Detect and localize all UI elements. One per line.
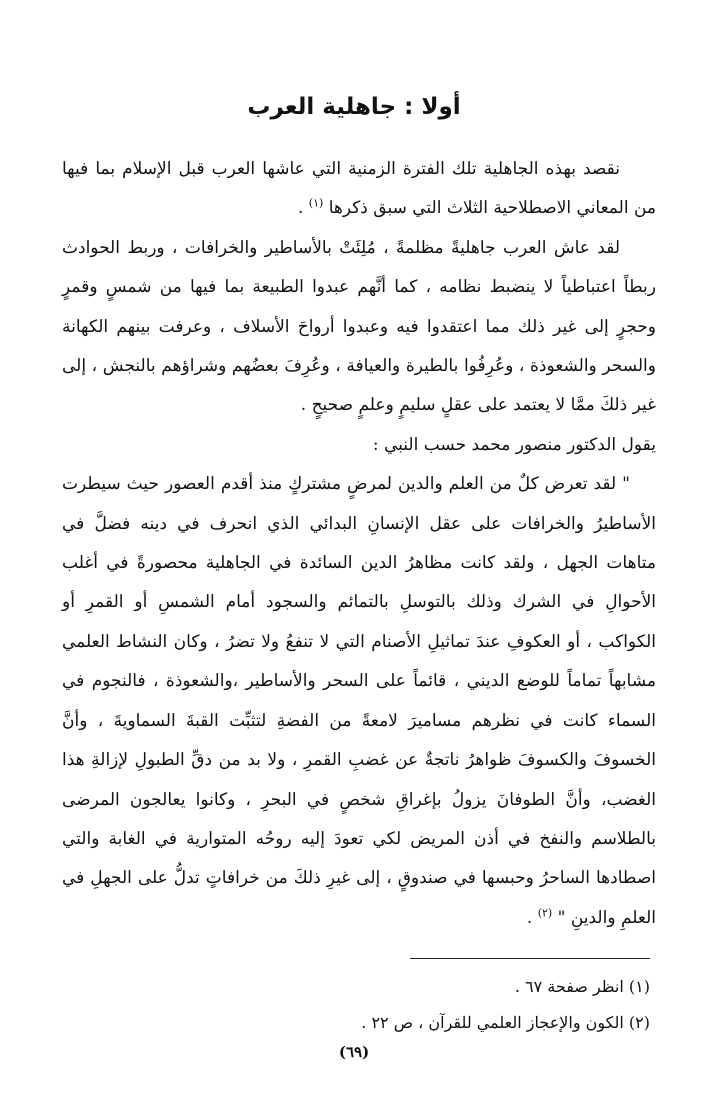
footnote-ref-2: (٢) (537, 906, 553, 920)
section-title: أولا : جاهلية العرب (247, 94, 461, 120)
page-number: (٦٩) (338, 1043, 370, 1061)
footnote-divider (410, 958, 650, 959)
intro-paragraph-end: . (297, 198, 304, 219)
quote-text: " لقد تعرض كلٌ من العلم والدين لمرضٍ مشتركٍ منذ أقدم العصور حيث سيطرت الأساطيرُ والخرافات على عقل الإنسانِ البدائي الذي انحرف في دينه فضلَّ في متاهات الجهل ، ولقد كانت مظاهرُ الدين السائدة في الجاهلية محصورةً في أغلب الأحوالِ في الشرك وذلك بالتوسلِ بالتمائم والسجود أمام الشمسِ أو القمرِ أو الكواكب ، أو العكوفِ عندَ تماثيلِ الأصنام التي لا تنفعُ ولا تضرُ ، وكان النشاط العلمي مشابهاً تماماً للوضع الديني ، قائماً على السحر والأساطير ،والشعوذة ، فالنجوم في السماء كانت في نظرهم مساميرَ لامعةً من الفضةِ لتثبِّت القبةَ السماويةَ ، وأنَّ الخسوفَ والكسوفَ ظواهرُ ناتجةٌ عن غضبِ القمرِ ، ولا بد من دقِّ الطبولِ لإزالةِ هذا الغضب، وأنَّ الطوفانَ يزولُ بإغراقِ شخصٍ في البحرِ ، وكانوا يعالجون المرضى بالطلاسم والنفخ في أذن المريض لكي تعودَ إليه روحُه المتوارية في الغابة والتي اصطادها الساحرُ وحبسها في صندوقٍ ، إلى غيرِ ذلكَ من خرافاتٍ تدلُّ على الجهلِ في العلمِ والدينِ " (62, 474, 656, 928)
paragraph-2: لقد عاش العرب جاهليةً مظلمةً ، مُلِئَتْ بالأساطير والخرافات ، وربط الحوادث ربطاً اعتباطياً لا ينضبط نظامه ، كما أنَّهم عبدوا الطبيعة بما فيها من شمسٍ وقمرٍ وحجرٍ إلى غير ذلك مما اعتقدوا فيه وعبدوا أرواحَ الأسلاف ، وعرفت بينهم الكهانة والسحر والشعوذة ، وعُرِفُوا بالطيرة والعيافة ، وعُرِفَ بعضُهم وشراؤهم بالنجش ، إلى غير ذلكَ ممَّا لا يعتمد على عقلٍ سليمٍ وعلمٍ صحيحٍ . (62, 237, 656, 416)
quote-end: . (526, 907, 533, 928)
footnote-2: (٢) الكون والإعجاز العلمي للقرآن ، ص ٢٢ . (361, 1013, 650, 1032)
footnote-ref-1: (١) (308, 196, 324, 210)
intro-paragraph (62, 150, 656, 229)
quote-intro: يقول الدكتور منصور محمد حسب النبي : (372, 434, 656, 455)
intro-paragraph-text: نقصد بهذه الجاهلية تلك الفترة الزمنية التي عاشها العرب قبل الإسلام بما فيها من المعاني الاصطلاحية الثلاث التي سبق ذكرها (62, 159, 656, 219)
body-text (62, 150, 656, 938)
footnote-1: (١) انظر صفحة ٦٧ . (514, 977, 650, 996)
footnotes (70, 969, 650, 1041)
quote-paragraph (62, 465, 656, 938)
